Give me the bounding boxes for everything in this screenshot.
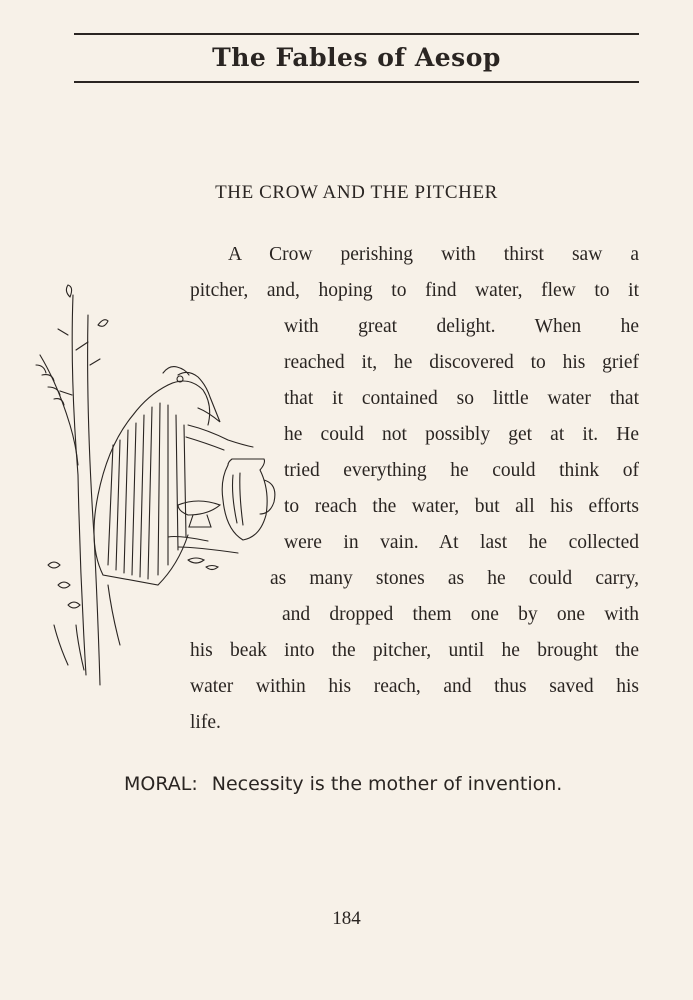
story-line: his beak into the pitcher, until he brought the xyxy=(190,640,639,661)
story-line: pitcher, and, hoping to find water, flew to it xyxy=(190,280,639,301)
header-title: The Fables of Aesop xyxy=(212,43,501,72)
story-line: to reach the water, but all his efforts xyxy=(284,496,639,517)
story-line: reached it, he discovered to his grief xyxy=(284,352,639,373)
story-line: and dropped them one by one with xyxy=(282,604,639,625)
moral-label: MORAL: xyxy=(124,773,198,795)
story-title: THE CROW AND THE PITCHER xyxy=(215,182,498,203)
story-line: water within his reach, and thus saved his xyxy=(190,676,639,697)
story-line: that it contained so little water that xyxy=(284,388,639,409)
story-line: tried everything he could think of xyxy=(284,460,639,481)
page-number: 184 xyxy=(332,908,361,929)
story-line: he could not possibly get at it. He xyxy=(284,424,639,445)
story-line: life. xyxy=(190,712,221,733)
story-line: as many stones as he could carry, xyxy=(270,568,639,589)
moral-text: Necessity is the mother of invention. xyxy=(211,773,563,795)
story-line: were in vain. At last he collected xyxy=(284,532,639,553)
story-line: with great delight. When he xyxy=(284,316,639,337)
moral xyxy=(124,773,562,795)
story-line: A Crow perishing with thirst saw a xyxy=(228,244,639,265)
running-header xyxy=(74,33,639,83)
crow-with-pitcher-illustration xyxy=(28,275,278,695)
